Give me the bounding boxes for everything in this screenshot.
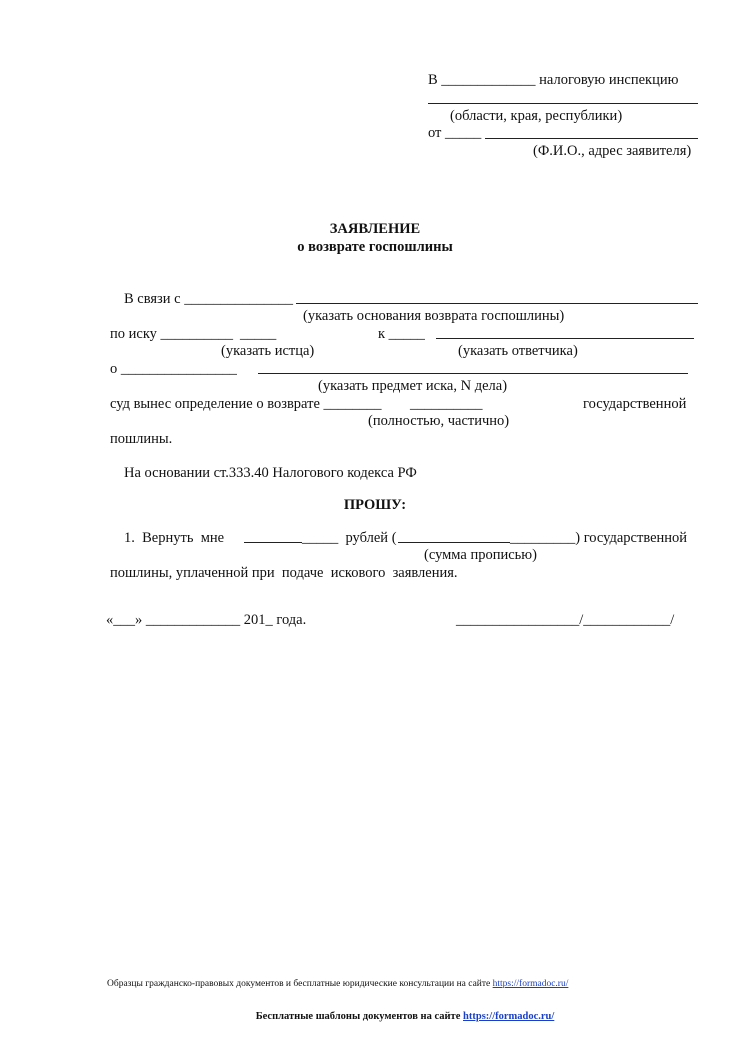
document-subtitle: о возврате госпошлины (297, 239, 453, 255)
request-item-1-cont: пошлины, уплаченной при подаче искового заявления. (110, 565, 458, 581)
footer-line-2 (0, 1008, 750, 1026)
amount-words-hint: (сумма прописью) (424, 547, 537, 563)
header-region-line (428, 103, 698, 104)
subject-label: о ________________ (110, 361, 237, 377)
amount-line (244, 542, 302, 543)
header-from-label: от _____ (428, 125, 482, 141)
header-from-line (485, 138, 698, 139)
header-region-hint: (области, края, республики) (450, 108, 623, 124)
request-state-duty: _________) государственной (510, 530, 688, 546)
ruling-state-word: государственной (583, 396, 687, 412)
date-field: «___» _____________ 201_ года. (106, 612, 307, 628)
rubles-label: _____ рублей ( (302, 530, 397, 546)
ruling-text: суд вынес определение о возврате ________ (110, 396, 382, 412)
footer-line-2-text: Бесплатные шаблоны документов на сайте (255, 1011, 464, 1022)
grounds-hint: (указать основания возврата госпошлины) (303, 308, 565, 324)
header-addressee: В _____________ налоговую инспекцию (428, 72, 679, 88)
ruling-hint: (полностью, частично) (368, 413, 510, 429)
signature-field: _________________/____________/ (456, 612, 675, 628)
footer-link-2[interactable]: https://formadoc.ru/ (463, 1011, 555, 1022)
lawsuit-label: по иску __________ (110, 326, 234, 342)
plaintiff-hint: (указать истца) (221, 343, 315, 359)
plaintiff-blank: _____ (240, 326, 277, 342)
header-applicant-hint: (Ф.И.О., адрес заявителя) (533, 143, 692, 159)
against-label: к _____ (378, 326, 425, 342)
grounds-label: В связи с _______________ (124, 291, 293, 307)
request-item-1: 1. Вернуть мне (124, 530, 225, 546)
duty-word: пошлины. (110, 431, 173, 447)
subject-line (258, 373, 688, 374)
footer-link-1[interactable]: https://formadoc.ru/ (492, 979, 569, 989)
defendant-hint: (указать ответчика) (458, 343, 578, 359)
subject-hint: (указать предмет иска, N дела) (318, 378, 508, 394)
amount-words-line (398, 542, 510, 543)
grounds-line (296, 303, 698, 304)
ruling-blank: __________ (410, 396, 483, 412)
footer-line-1-text: Образцы гражданско-правовых документов и бесплатные юридические консультации на сайте (107, 979, 493, 989)
defendant-line (436, 338, 694, 339)
legal-basis: На основании ст.333.40 Налогового кодекса РФ (124, 465, 417, 481)
document-title: ЗАЯВЛЕНИЕ (329, 221, 421, 237)
request-heading: ПРОШУ: (343, 497, 407, 513)
footer-line-1 (107, 975, 568, 993)
